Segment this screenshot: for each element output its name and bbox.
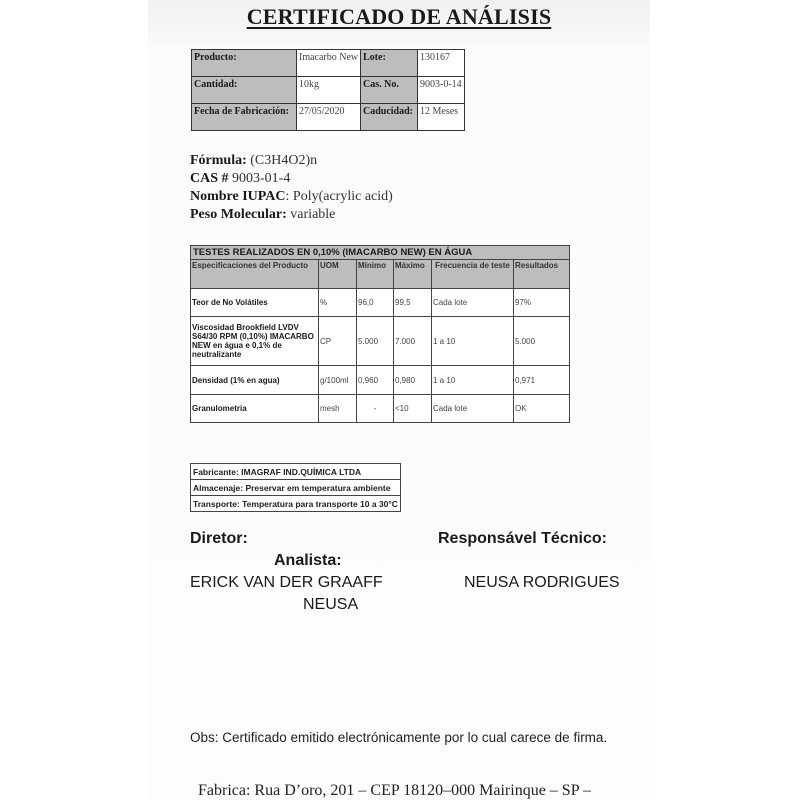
result-cell: 0,971	[514, 366, 570, 395]
table-row	[191, 366, 570, 395]
product-info-table	[191, 49, 465, 131]
technical-responsible-label: Responsável Técnico:	[438, 530, 607, 547]
result-cell: OK	[514, 395, 570, 423]
header-uom: UOM	[319, 260, 357, 289]
quantity-label: Cantidad:	[192, 77, 297, 104]
cas-number-label: CAS #	[190, 171, 229, 186]
result-cell: 5.000	[514, 317, 570, 366]
info-row	[192, 77, 465, 104]
table-row	[191, 395, 570, 423]
quantity-value: 10kg	[297, 77, 361, 104]
note-row	[191, 496, 401, 512]
frequency-cell: Cada lote	[432, 289, 514, 317]
expiry-value: 12 Meses	[418, 104, 465, 131]
certificate-page	[148, 0, 650, 800]
info-row	[192, 50, 465, 77]
observation-note: Obs: Certificado emitido electrónicamente por lo cual carece de firma.	[190, 730, 608, 745]
min-cell: 0,960	[357, 366, 394, 395]
frequency-cell: 1 a 10	[432, 317, 514, 366]
storage-note: Almacenaje: Preservar em temperatura ambiente	[191, 480, 401, 496]
iupac-label: Nombre IUPAC	[190, 189, 286, 204]
uom-cell: mesh	[319, 395, 357, 423]
product-value: Imacarbo New	[297, 50, 361, 77]
max-cell: <10	[394, 395, 432, 423]
chemical-properties	[190, 152, 393, 224]
frequency-cell: 1 a 10	[432, 366, 514, 395]
tests-table	[190, 245, 570, 423]
factory-address: Fabrica: Rua D’oro, 201 – CEP 18120–000 Mairinque – SP –	[198, 782, 592, 799]
technical-responsible-name: NEUSA RODRIGUES	[464, 574, 620, 591]
iupac-line	[190, 188, 393, 206]
result-cell: 97%	[514, 289, 570, 317]
analyst-label: Analista:	[274, 552, 342, 569]
note-row	[191, 480, 401, 496]
spec-cell: Densidad (1% en agua)	[191, 366, 319, 395]
manufacture-date-label: Fecha de Fabricación:	[192, 104, 297, 131]
manufacturer-note: Fabricante: IMAGRAF IND.QUÍMICA LTDA	[191, 464, 401, 480]
note-row	[191, 464, 401, 480]
spec-cell: Granulometria	[191, 395, 319, 423]
table-row	[191, 317, 570, 366]
frequency-cell: Cada lote	[432, 395, 514, 423]
header-spec: Especificaciones del Producto	[191, 260, 319, 289]
storage-notes-table	[190, 463, 401, 512]
cas-line	[190, 170, 393, 188]
molecular-weight-label: Peso Molecular:	[190, 207, 287, 222]
tests-header-row	[191, 260, 570, 289]
director-name: ERICK VAN DER GRAAFF	[190, 574, 383, 591]
table-row	[191, 289, 570, 317]
max-cell: 99,5	[394, 289, 432, 317]
analyst-name: NEUSA	[303, 596, 359, 613]
tests-caption: TESTES REALIZADOS EN 0,10% (IMACARBO NEW) EN ÁGUA	[191, 246, 570, 260]
header-min: Mínimo	[357, 260, 394, 289]
cas-number-value: 9003-01-4	[228, 171, 291, 186]
header-results: Resultados	[514, 260, 570, 289]
uom-cell: g/100ml	[319, 366, 357, 395]
formula-value: (C3H4O2)n	[246, 153, 318, 168]
cas-label: Cas. No.	[361, 77, 418, 104]
molecular-weight-line	[190, 206, 393, 224]
spec-cell: Teor de No Volátiles	[191, 289, 319, 317]
lot-label: Lote:	[361, 50, 418, 77]
iupac-value: : Poly(acrylic acid)	[285, 189, 393, 204]
header-max: Máximo	[394, 260, 432, 289]
spec-cell: Viscosidad Brookfield LVDV S64/30 RPM (0,10%) IMACARBO NEW en água e 0,1% de neutralizante	[191, 317, 319, 366]
director-label: Diretor:	[190, 530, 248, 547]
max-cell: 0,980	[394, 366, 432, 395]
info-row	[192, 104, 465, 131]
manufacture-date-value: 27/05/2020	[297, 104, 361, 131]
header-frequency: Frecuencia de teste	[432, 260, 514, 289]
tests-caption-row	[191, 246, 570, 260]
lot-value: 130167	[418, 50, 465, 77]
min-cell: 96,0	[357, 289, 394, 317]
transport-note: Transporte: Temperatura para transporte 10 a 30°C	[191, 496, 401, 512]
document-title: CERTIFICADO DE ANÁLISIS	[246, 4, 552, 29]
expiry-label: Caducidad:	[361, 104, 418, 131]
min-cell: 5.000	[357, 317, 394, 366]
max-cell: 7.000	[394, 317, 432, 366]
formula-label: Fórmula:	[190, 153, 247, 168]
min-cell: -	[357, 395, 394, 423]
formula-line	[190, 152, 393, 170]
cas-value: 9003-0-14	[418, 77, 465, 104]
molecular-weight-value: variable	[286, 207, 336, 222]
uom-cell: CP	[319, 317, 357, 366]
uom-cell: %	[319, 289, 357, 317]
product-label: Producto:	[192, 50, 297, 77]
